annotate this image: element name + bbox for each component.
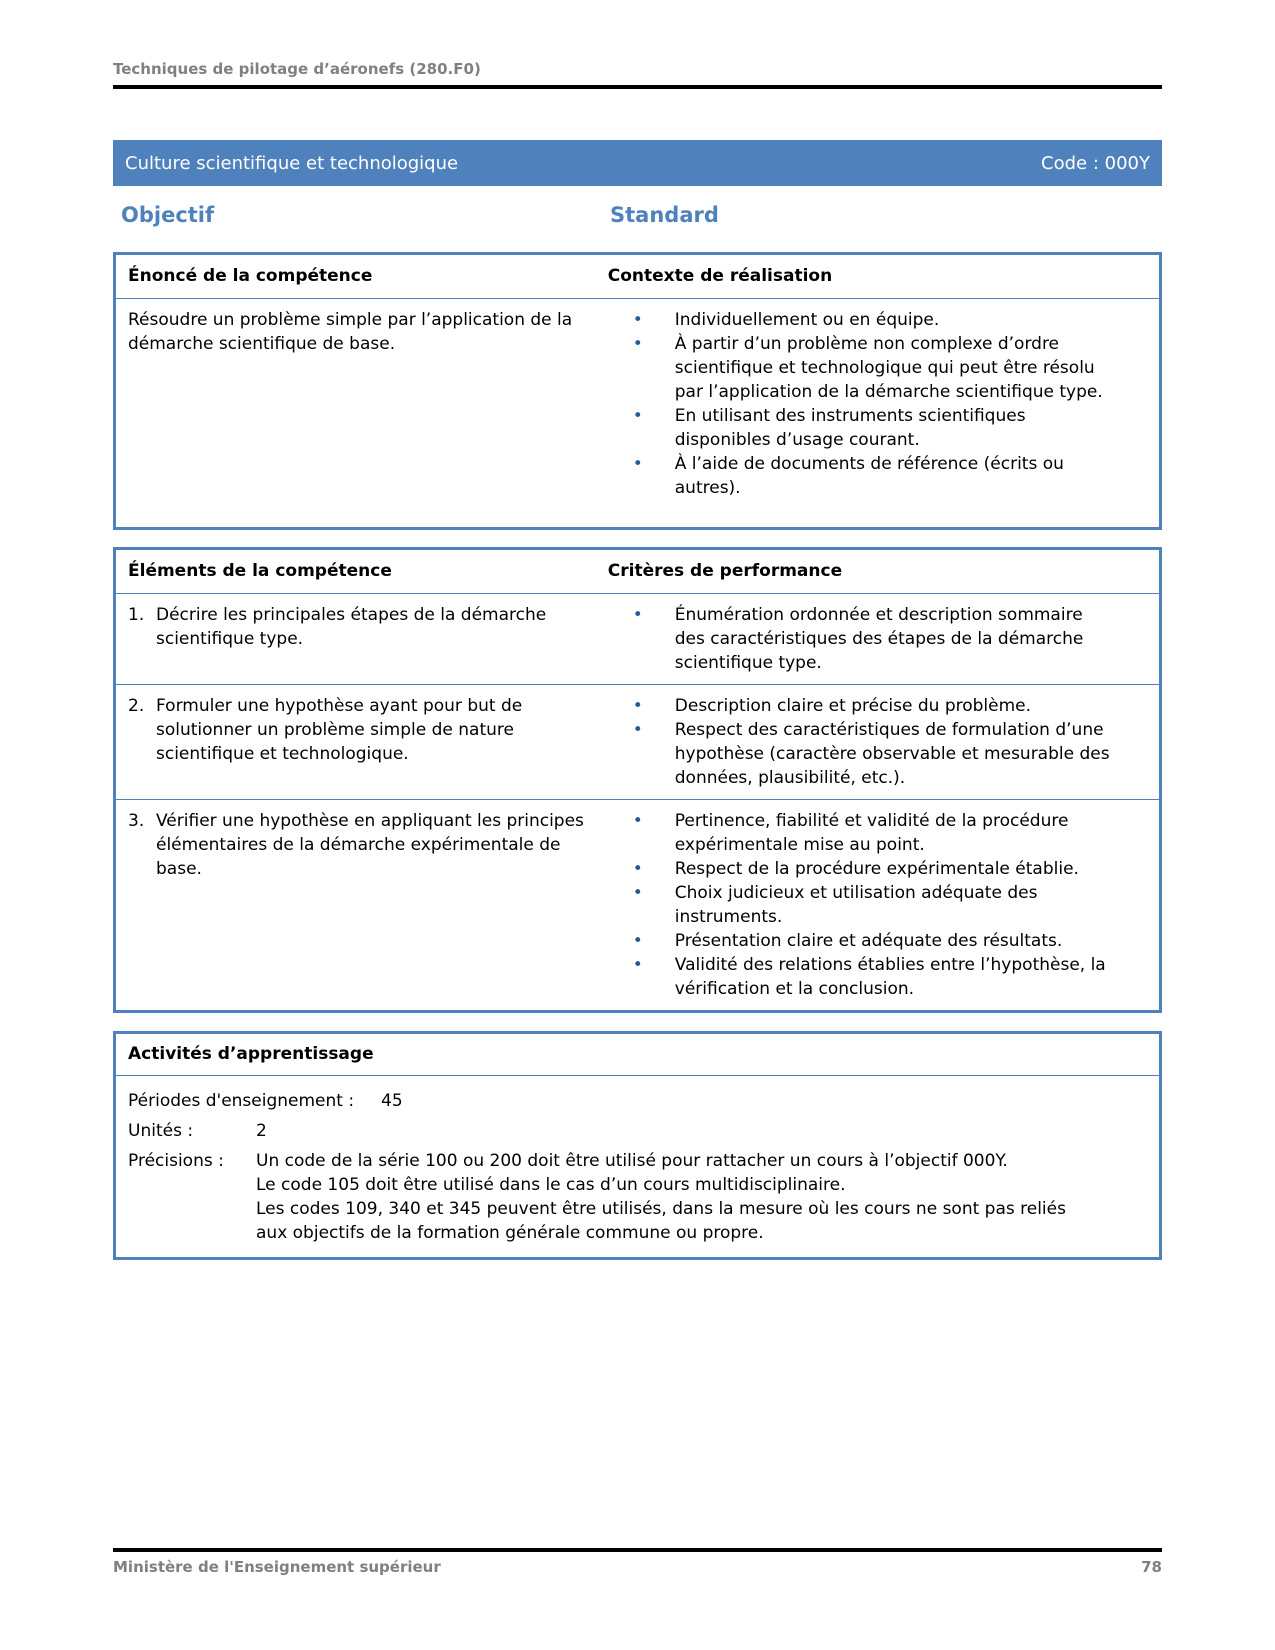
criterion-text: Pertinence, fiabilité et validité de la procédure expérimentale mise au point. [674,811,1069,855]
table-row [116,799,1159,1010]
list-item [608,404,1111,452]
header-rule [113,85,1162,89]
elements-header: Éléments de la compétence [128,561,392,581]
item-number: 2. [128,696,145,716]
criterion-text: Énumération ordonnée et description sommaire des caractéristiques des étapes de la démarche scientifique type. [674,605,1084,673]
bullet-icon: • [632,454,643,474]
list-item [608,694,1111,718]
criterion-text: Description claire et précise du problème. [674,696,1032,716]
running-header-title: Techniques de pilotage d’aéronefs (280.F0) [113,60,481,78]
periodes-value: 45 [381,1091,403,1111]
activities-box [113,1031,1162,1260]
section-banner [113,140,1162,186]
list-item [608,718,1111,790]
criterion-text: Validité des relations établies entre l’hypothèse, la vérification et la conclusion. [674,955,1106,999]
bullet-icon: • [632,605,643,625]
bullet-icon: • [632,310,643,330]
activities-header: Activités d’apprentissage [116,1034,1159,1076]
standard-heading: Standard [610,203,719,227]
criterion-text: Choix judicieux et utilisation adéquate des instruments. [674,883,1038,927]
list-item [608,857,1111,881]
precisions-line: Les codes 109, 340 et 345 peuvent être utilisés, dans la mesure où les cours ne sont pas reliés aux objectifs de la formation générale commune ou propre. [256,1199,1066,1243]
bullet-icon: • [632,406,643,426]
competence-table-header [116,255,1159,299]
list-item [608,881,1111,929]
criteria-cell [596,800,1159,1010]
precisions-text [256,1149,1066,1245]
running-header [113,0,1162,78]
precisions-line: Le code 105 doit être utilisé dans le cas d’un cours multidisciplinaire. [256,1175,846,1195]
precisions-label: Précisions : [128,1151,224,1171]
context-bullet-text: À partir d’un problème non complexe d’ordre scientifique et technologique qui peut être résolu par l’application de la démarche scientifique type. [674,334,1103,402]
precisions-line: Un code de la série 100 ou 200 doit être utilisé pour rattacher un cours à l’objectif 000Y. [256,1151,1008,1171]
context-bullet-text: En utilisant des instruments scientifiques disponibles d’usage courant. [674,406,1026,450]
column-headings [113,203,1162,234]
contexte-header: Contexte de réalisation [607,266,833,286]
banner-code: Code : 000Y [1041,152,1150,174]
list-item [608,953,1111,1001]
activities-body [116,1076,1159,1257]
element-text: Décrire les principales étapes de la démarche scientifique type. [156,605,547,649]
criteria-cell [596,594,1159,684]
unites-value: 2 [256,1121,267,1141]
table-row [116,684,1159,799]
context-bullet-text: Individuellement ou en équipe. [674,310,940,330]
element-cell [116,800,596,1010]
elements-table [113,547,1162,1013]
bullet-icon: • [632,859,643,879]
competence-statement-cell [116,299,596,527]
competence-table-body [116,299,1159,527]
element-cell [116,594,596,684]
bullet-icon: • [632,811,643,831]
criteres-header: Critères de performance [607,561,843,581]
elements-table-header [116,550,1159,594]
criteria-cell [596,685,1159,799]
page-footer [113,1548,1162,1576]
precisions-row [128,1149,1147,1245]
list-item [608,452,1111,500]
list-item [608,603,1111,675]
elements-header-cell [116,550,596,593]
list-item [608,332,1111,404]
bullet-icon: • [632,696,643,716]
numbered-item [128,694,596,766]
bullet-icon: • [632,931,643,951]
element-text: Formuler une hypothèse ayant pour but de solutionner un problème simple de nature scientifique et technologique. [156,696,523,764]
unites-row [128,1119,1147,1143]
unites-label: Unités : [128,1121,194,1141]
objectif-heading: Objectif [121,203,215,227]
footer-page-number: 78 [1141,1558,1162,1576]
footer-ministry: Ministère de l'Enseignement supérieur [113,1558,441,1576]
contexte-header-cell [596,255,1159,298]
numbered-item [128,809,596,881]
banner-title: Culture scientifique et technologique [125,152,459,174]
periodes-row [128,1089,1147,1113]
context-bullets-cell [596,299,1159,527]
element-text: Vérifier une hypothèse en appliquant les principes élémentaires de la démarche expérimentale de base. [156,811,584,879]
list-item [608,929,1111,953]
enonce-header: Énoncé de la compétence [128,266,373,286]
criteres-header-cell [596,550,1159,593]
item-number: 3. [128,811,145,831]
bullet-icon: • [632,955,643,975]
list-item [608,809,1111,857]
context-bullet-text: À l’aide de documents de référence (écrits ou autres). [674,454,1064,498]
page-content [113,0,1162,1260]
bullet-icon: • [632,334,643,354]
competence-table [113,252,1162,530]
bullet-icon: • [632,883,643,903]
bullet-icon: • [632,720,643,740]
element-cell [116,685,596,799]
periodes-label: Périodes d'enseignement : [128,1091,355,1111]
criterion-text: Présentation claire et adéquate des résultats. [674,931,1063,951]
criterion-text: Respect des caractéristiques de formulation d’une hypothèse (caractère observable et mesurable des données, plausibilité, etc.). [674,720,1110,788]
table-row [116,594,1159,684]
list-item [608,308,1111,332]
item-number: 1. [128,605,145,625]
enonce-header-cell [116,255,596,298]
competence-statement: Résoudre un problème simple par l’application de la démarche scientifique de base. [128,310,573,354]
numbered-item [128,603,596,651]
criterion-text: Respect de la procédure expérimentale établie. [674,859,1079,879]
